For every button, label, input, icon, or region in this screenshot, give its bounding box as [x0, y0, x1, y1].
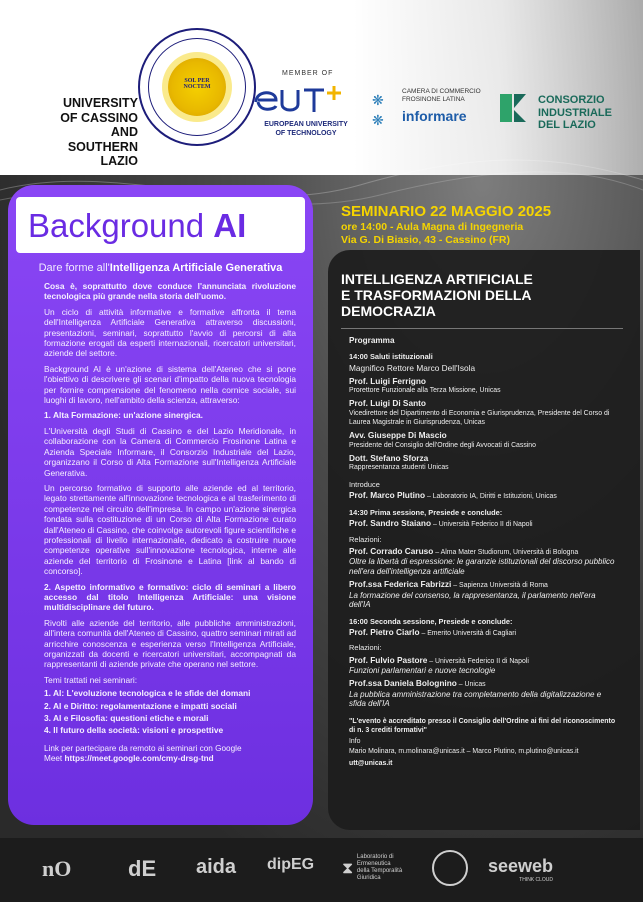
speaker-name: Prof. Sandro Staiano — [349, 518, 432, 529]
seal-motto: SOL PER NOCTEM — [183, 78, 211, 90]
paragraph: Background AI è un'azione di sistema dell'Ateneo che si pone l'obiettivo di descrivere gli scenari d'impatto della nuova tecnologia per fornire comprensione del fenomeno nella cornice sociale, sui luoghi di lavoro, nell'ambito della scienza, attraverso: — [44, 363, 296, 406]
subtitle: Dare forme all'Intelligenza Artificiale Generativa — [38, 262, 283, 274]
info-label: Info — [349, 738, 361, 746]
meet-link[interactable]: https://meet.google.com/cmy-drsg-tnd — [64, 754, 214, 764]
speaker-role: – Unicas — [456, 681, 486, 689]
speaker-role: – Emerito Università di Cagliari — [419, 629, 517, 637]
list-item: 2. AI e Diritto: regolamentazione e impatti sociali — [44, 700, 237, 711]
eut-caption-line: EUROPEAN UNIVERSITY — [264, 121, 348, 128]
logo-laboratorio — [342, 854, 420, 882]
logo-seeweb — [488, 856, 553, 883]
logo-aida: aida — [196, 856, 237, 878]
chamber-line: CAMERA DI COMMERCIO — [402, 88, 481, 95]
speaker-role: Presidente del Consiglio dell'Ordine degli Avvocati di Cassino — [349, 441, 536, 449]
meet-link-text: Link per partecipare da remoto ai seminari con Google — [44, 743, 242, 753]
speaker-role: – Sapienza Università di Roma — [451, 582, 548, 590]
title-line: DEMOCRAZIA — [341, 303, 436, 319]
paragraph: Un ciclo di attività informative e formative affronta il tema dell'Intelligenza Artificiale Generativa attraverso discussioni, presentazioni, seminari, soprattutto l'avvio di percorsi di alta formazione erogati da esperti internazionali, ricercatori universitari, aziende del settore. — [44, 306, 296, 359]
topics-label: Temi trattati nei seminari: — [44, 674, 138, 685]
university-line: OF CASSINO AND — [60, 110, 138, 139]
program-time: 14:00 Saluti istituzionali — [349, 352, 433, 362]
speaker-name: Prof. Luigi Ferrigno — [349, 375, 426, 386]
program-list — [349, 336, 619, 768]
speaker-role: – Laboratorio IA, Diritti e Istituzioni, Unicas — [425, 492, 557, 500]
paragraph: Un percorso formativo di supporto alle aziende ed al territorio, legato strettamente all'innovazione tecnologica e al trasferimento di competenze nel circuito dell'impresa. In campo un'azione sinergica fondata sulla costituzione di un Corso di Alta Formazione curato dall'Ateneo di Cassino, che coinvolge autorevoli figure scientifiche e professionali di livello internazionale, dedicato a costruire nuove competenze operative sull'innovazione tecnologica, interne alle aziende del territorio di Frosinone e Latina [link al bando di concorso]. — [44, 482, 296, 577]
chamber-of-commerce-logo — [372, 86, 482, 136]
relazioni-label: Relazioni: — [349, 534, 382, 544]
university-line: SOUTHERN LAZIO — [67, 139, 138, 168]
list-item: 1. AI: L'evoluzione tecnologica e le sfide del domani — [44, 688, 251, 699]
snowflake-icon: ❋ ❋ — [372, 92, 384, 128]
talk-title: Funzioni parlamentari e nuove tecnologie — [349, 665, 496, 675]
speaker-name: Prof.ssa Federica Fabrizzi — [349, 579, 452, 590]
consorzio-logo — [498, 88, 638, 134]
divider — [341, 328, 623, 329]
title-line: INTELLIGENZA ARTIFICIALE — [341, 271, 533, 287]
speaker-name: Prof. Marco Plutino — [349, 489, 426, 500]
topics-list — [44, 688, 296, 736]
speaker-role: – Università Federico II di Napoli — [431, 521, 533, 529]
list-item: 3. AI e Filosofia: questioni etiche e morali — [44, 713, 209, 724]
description-body — [44, 281, 296, 765]
paragraph-heading: 1. Alta Formazione: un'azione sinergica. — [44, 410, 203, 421]
meet-info — [44, 744, 296, 765]
logo-dipeg: dipEG — [267, 856, 315, 873]
member-of-label: MEMBER OF — [282, 70, 334, 77]
speaker-name: Prof. Fulvio Pastore — [349, 654, 428, 665]
seminar-date: SEMINARIO 22 MAGGIO 2025 — [341, 203, 552, 220]
paragraph: Cosa è, soprattutto dove conduce l'annunciata rivoluzione tecnologica più grande nella storia dell'uomo. — [44, 281, 296, 302]
consorzio-mark-icon — [498, 90, 528, 126]
laboratorio-text: Laboratorio di Ermeneutica della Temporalità Giuridica — [356, 854, 403, 881]
title-line: E TRASFORMAZIONI DELLA — [341, 287, 532, 303]
paragraph: Rivolti alle aziende del territorio, alle pubbliche amministrazioni, all'intera comunità dell'Ateneo di Cassino, quattro seminari mirati ad arricchire conoscenza e esperienza verso l'Intelligenza Artificiale, organizzati da docenti e ricercatori universitari, accompagnati da rappresentanti di aziende private che operano nel settore. — [44, 617, 296, 670]
relazioni-label: Relazioni: — [349, 643, 382, 653]
university-seal-logo — [138, 28, 256, 146]
list-item: 4. Il futuro della società: visioni e prospettive — [44, 725, 224, 736]
session-time: 16:00 Seconda sessione, Presiede e conclude: — [349, 616, 513, 626]
talk-title: La formazione del consenso, la rappresentanza, il parlamento nell'era dell'IA — [349, 590, 596, 610]
speaker-role: Prorettore Funzionale alla Terza Missione, Unicas — [349, 387, 501, 395]
seeweb-sub: THINK CLOUD — [519, 877, 554, 883]
speaker-name: Avv. Giuseppe Di Mascio — [349, 430, 447, 441]
seminar-place: Via G. Di Biasio, 43 - Cassino (FR) — [341, 234, 511, 246]
seminar-time: ore 14:00 - Aula Magna di Ingegneria — [341, 221, 524, 233]
speaker-name: Prof. Luigi Di Santo — [349, 398, 426, 409]
speaker-name: Prof. Pietro Ciarlo — [349, 626, 420, 637]
seeweb-text: seeweb — [488, 856, 554, 876]
paragraph: L'Università degli Studi di Cassino e del Lazio Meridionale, in collaborazione con la Camera di Commercio Frosinone Latina e Azienda Speciale Informare, il Consorzio Industriale del Lazio, organizzano il Corso di Alta Formazione sull'Intelligenza Artificiale Generativa. — [44, 425, 296, 478]
university-line: UNIVERSITY — [62, 96, 138, 110]
meet-prefix: Meet — [44, 754, 65, 764]
session-time: 14:30 Prima sessione, Presiede e conclude: — [349, 508, 503, 518]
title-bar — [16, 197, 305, 253]
consorzio-line: INDUSTRIALE — [538, 106, 612, 119]
university-name — [60, 96, 138, 169]
paragraph-heading: 2. Aspetto informativo e formativo: ciclo di seminari a libero accesso dal titolo Intelligenza Artificiale: una visione multidisciplinare del futuro. — [44, 581, 296, 613]
background-ai-panel — [8, 185, 313, 825]
speaker: Magnifico Rettore Marco Dell'Isola — [349, 362, 476, 373]
eut-caption — [258, 120, 354, 138]
eut-logo — [252, 80, 352, 116]
accreditation-note: "L'evento è accreditato presso il Consiglio dell'Ordine ai fini del riconoscimento di n. 3 crediti formativi" — [349, 717, 616, 734]
utt-email[interactable]: utt@unicas.it — [349, 759, 393, 767]
contacts[interactable]: Mario Molinara, m.molinara@unicas.it – Marco Plutino, m.plutino@unicas.it — [349, 747, 579, 755]
speaker-role: – Università Federico II di Napoli — [427, 657, 529, 665]
page-title: Background AI — [28, 207, 247, 244]
introduce-label: Introduce — [349, 479, 380, 489]
hourglass-icon: ⧗ — [342, 859, 354, 877]
informare-brand: informare — [402, 108, 467, 124]
talk-title: La pubblica amministrazione tra completamento della digitalizzazione e sfida dell'IA — [349, 689, 602, 709]
consorzio-line: DEL LAZIO — [538, 119, 596, 131]
seminar-title — [341, 271, 611, 319]
seminar-venue — [341, 221, 523, 247]
logo-de: dE — [128, 856, 157, 881]
logo-no: nO — [42, 856, 72, 881]
program-heading: Programma — [349, 336, 395, 345]
eut-caption-line: OF TECHNOLOGY — [275, 130, 337, 137]
chamber-line: FROSINONE LATINA — [402, 96, 465, 103]
speaker-name: Dott. Stefano Sforza — [349, 452, 429, 463]
speaker-role: Rappresentanza studenti Unicas — [349, 464, 449, 472]
speaker-role: Vicedirettore del Dipartimento di Economia e Giurisprudenza, Presidente del Corso di Laurea Magistrale in Giurisprudenza, Unicas — [349, 409, 610, 427]
speaker-name: Prof.ssa Daniela Bolognino — [349, 678, 457, 689]
speaker-role: – Alma Mater Studiorum, Università di Bologna — [433, 549, 579, 557]
talk-title: Oltre la libertà di espressione: le garanzie istituzionali del discorso pubblico nell'era dell'intelligenza artificiale — [349, 557, 615, 576]
consorzio-line: CONSORZIO — [538, 94, 605, 106]
round-seal-icon — [432, 850, 468, 886]
speaker-name: Prof. Corrado Caruso — [349, 546, 434, 557]
footer-logos — [0, 838, 643, 902]
